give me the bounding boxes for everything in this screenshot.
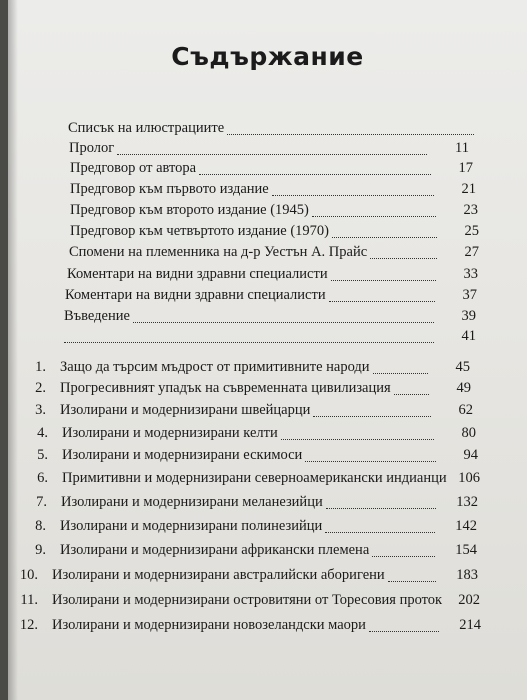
page-number: 49 bbox=[456, 380, 471, 396]
chapter-number: 5. bbox=[37, 447, 48, 463]
page-number: 27 bbox=[464, 244, 479, 260]
chapter-number: 11. bbox=[20, 592, 38, 608]
page-number: 80 bbox=[461, 425, 476, 441]
dot-leader bbox=[313, 416, 431, 417]
entry-title: Списък на илюстрациите bbox=[68, 120, 225, 136]
page-number: 132 bbox=[456, 494, 478, 510]
entry-title: Изолирани и модернизирани новозеландски маори bbox=[52, 617, 366, 633]
chapter-number: 2. bbox=[35, 380, 46, 396]
chapter-number: 9. bbox=[35, 542, 46, 558]
entry-title: Изолирани и модернизирани африкански племена bbox=[60, 542, 370, 558]
toc-chapter-entry bbox=[8, 359, 527, 379]
book-page bbox=[8, 0, 527, 700]
entry-title: Предговор към второто издание (1945) bbox=[70, 202, 309, 218]
dot-leader bbox=[331, 280, 436, 281]
entry-title: Предговор към четвъртото издание (1970) bbox=[70, 223, 330, 239]
toc-front-entry bbox=[8, 287, 527, 307]
page-number: 202 bbox=[458, 592, 480, 608]
toc-chapter-entry bbox=[8, 542, 527, 562]
page-number: 37 bbox=[462, 287, 477, 303]
entry-title: Изолирани и модернизирани полинезийци bbox=[60, 518, 323, 534]
toc-chapter-entry bbox=[8, 617, 527, 637]
chapter-number: 10. bbox=[19, 567, 38, 583]
entry-title: Прогресивният упадък на съвременната цивилизация bbox=[60, 380, 391, 396]
toc-front-entry bbox=[8, 202, 527, 222]
entry-title: Въведение bbox=[64, 308, 130, 324]
toc-chapter-entry bbox=[8, 425, 527, 445]
page-number: 214 bbox=[459, 617, 481, 633]
toc-front-entry bbox=[8, 308, 527, 328]
entry-title: Спомени на племенника на д-р Уестън А. Прайс bbox=[69, 244, 368, 260]
dot-leader bbox=[326, 508, 436, 509]
chapter-number: 12. bbox=[19, 617, 38, 633]
entry-title: Защо да търсим мъдрост от примитивните народи bbox=[60, 359, 370, 375]
dot-leader bbox=[332, 237, 437, 238]
entry-title: Коментари на видни здравни специалисти bbox=[67, 266, 328, 282]
page-number: 154 bbox=[455, 542, 477, 558]
chapter-number: 8. bbox=[35, 518, 46, 534]
page-number: 17 bbox=[458, 160, 473, 176]
dot-leader bbox=[373, 373, 428, 374]
page-title: Съдържание bbox=[171, 42, 364, 71]
dot-leader bbox=[305, 461, 436, 462]
page-number: 25 bbox=[464, 223, 479, 239]
toc-chapter-entry bbox=[8, 567, 527, 587]
page-number: 183 bbox=[456, 567, 478, 583]
dot-leader bbox=[64, 342, 434, 343]
dot-leader bbox=[281, 439, 434, 440]
chapter-number: 7. bbox=[36, 494, 47, 510]
page-number: 21 bbox=[461, 181, 476, 197]
page-number: 62 bbox=[458, 402, 473, 418]
page-number: 11 bbox=[455, 140, 469, 156]
dot-leader bbox=[369, 631, 439, 632]
toc-chapter-entry bbox=[8, 470, 527, 490]
dot-leader bbox=[388, 581, 436, 582]
page-number: 23 bbox=[463, 202, 478, 218]
toc-chapter-entry bbox=[8, 402, 527, 422]
toc-front-entry bbox=[8, 140, 527, 160]
dot-leader bbox=[227, 134, 474, 135]
entry-title: Изолирани и модернизирани келти bbox=[62, 425, 278, 441]
entry-title: Изолирани и модернизирани австралийски аборигени bbox=[52, 567, 385, 583]
entry-title: Пролог bbox=[69, 140, 115, 156]
page-number: 106 bbox=[458, 470, 480, 486]
toc-front-entry bbox=[8, 160, 527, 180]
page-number: 142 bbox=[455, 518, 477, 534]
chapter-number: 1. bbox=[35, 359, 46, 375]
entry-title: Изолирани и модернизирани швейцарци bbox=[60, 402, 311, 418]
page-number: 45 bbox=[455, 359, 470, 375]
entry-title: Изолирани и модернизирани меланезийци bbox=[61, 494, 323, 510]
entry-title: Коментари на видни здравни специалисти bbox=[65, 287, 326, 303]
toc-front-entry bbox=[8, 181, 527, 201]
toc-chapter-entry bbox=[8, 380, 527, 400]
chapter-number: 3. bbox=[35, 402, 46, 418]
toc-chapter-entry bbox=[8, 518, 527, 538]
toc-front-entry bbox=[8, 244, 527, 264]
dot-leader bbox=[329, 301, 435, 302]
chapter-number: 4. bbox=[37, 425, 48, 441]
dot-leader bbox=[370, 258, 437, 259]
toc-front-entry bbox=[8, 328, 527, 348]
toc-front-entry bbox=[8, 223, 527, 243]
dot-leader bbox=[312, 216, 436, 217]
toc-chapter-entry bbox=[8, 494, 527, 514]
page-number: 41 bbox=[461, 328, 476, 344]
page-number: 39 bbox=[461, 308, 476, 324]
dot-leader bbox=[133, 322, 434, 323]
toc-chapter-entry bbox=[8, 447, 527, 467]
toc-front-entry bbox=[8, 266, 527, 286]
page-number: 94 bbox=[463, 447, 478, 463]
toc-front-entry bbox=[8, 120, 527, 140]
dot-leader bbox=[394, 394, 429, 395]
dot-leader bbox=[117, 154, 427, 155]
entry-title: Предговор от автора bbox=[70, 160, 197, 176]
entry-title: Предговор към първото издание bbox=[70, 181, 269, 197]
dot-leader bbox=[199, 174, 431, 175]
toc-chapter-entry bbox=[8, 592, 527, 612]
page-number: 33 bbox=[463, 266, 478, 282]
entry-title: Примитивни и модернизирани северноамерикански индианци bbox=[62, 470, 447, 486]
dot-leader bbox=[372, 556, 435, 557]
dot-leader bbox=[325, 532, 435, 533]
entry-title: Изолирани и модернизирани ескимоси bbox=[62, 447, 303, 463]
chapter-number: 6. bbox=[37, 470, 48, 486]
entry-title: Изолирани и модернизирани островитяни от Торесовия проток bbox=[52, 592, 443, 608]
dot-leader bbox=[272, 195, 434, 196]
